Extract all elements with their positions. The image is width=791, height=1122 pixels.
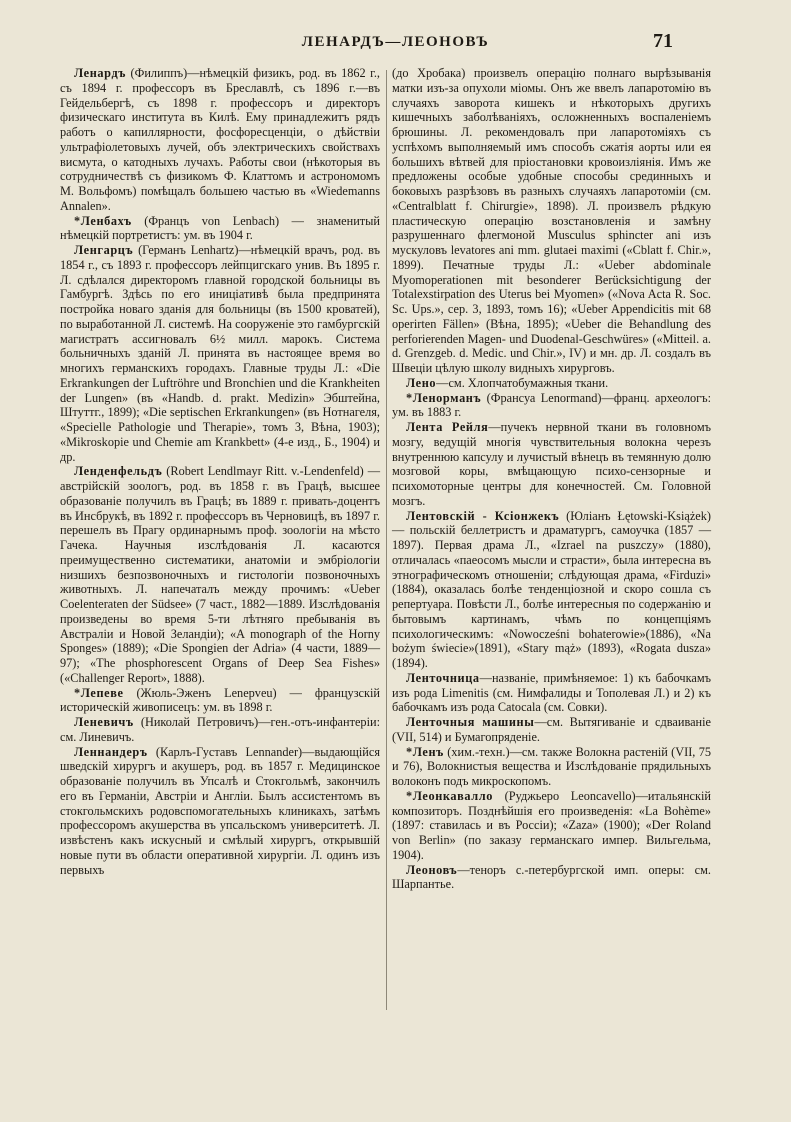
dictionary-entry [392,420,711,509]
entry-text: (Юліанъ Łętowski-Książek) — польскій беллетристъ и драматургъ, самоучка (1857 — 1897). Первая драма Л., «Izrael na puszczy» (1880), отличалась «паеосомъ мысли и страсти», была интересна въ этнографическомъ отношеніи; слѣдующая драма, «Firduzi» (1884), оказалась болѣе тенденціозной и скоро сошла съ репертуара. Повѣсти Л., болѣе интересныя по содержанію и бытовымъ картинамъ, чѣмъ по концепціямъ психологическимъ: «Nowocześni bohaterowie»(1886), «Na bożym świecie»(1891), «Stary mąż» (1893), «Rogata dusza» (1894). [392,508,712,670]
dictionary-entry [392,391,711,421]
entry-text: —теноръ с.-петербургской имп. оперы: см. Шарпантье. [392,862,711,892]
entry-text: —см. Хлопчатобумажныя ткани. [436,375,609,390]
dictionary-entry [392,789,711,863]
dictionary-entry [392,863,711,893]
entry-headword: Леоновъ [406,862,458,877]
dictionary-entry [392,671,711,715]
dictionary-entry [392,509,711,671]
left-column [60,66,380,877]
running-head: ЛЕНАРДЪ—ЛЕОНОВЪ [301,34,490,50]
dictionary-entry [392,715,711,745]
dictionary-entry [60,686,380,716]
entry-headword: *Леонкавалло [406,788,494,803]
entry-headword: Лено [406,375,437,390]
dictionary-entry [60,243,380,464]
entry-text: —названіе, примѣняемое: 1) къ бабочкамъ изъ рода Limenitis (см. Нимфалиды и Тополевая Л.) и 2) къ бабочкамъ изъ рода Catocala (см. Совки). [392,670,711,715]
entry-headword: Леннандеръ [74,744,148,759]
entry-headword: Лента Рейля [406,420,489,434]
entry-text: (до Хробака) произвелъ операцію полнаго вырѣзыванія матки изъ-за опухоли міомы. Онъ же ввелъ лапаротомію въ случаяхъ заворота кишекъ и нѣкоторыхъ другихъ кишечныхъ заболѣваніяхъ, осложненныхъ воспаленіемъ брюшины. Л. рекомендовалъ при лапаротоміяхъ съ успѣхомъ выполняемый имъ способъ сжатія аорты или ея большихъ вѣтвей для пріостановки кровоизліянія. Имъ же предложены особые удобные способы срединныхъ и боковыхъ разрѣзовъ въ разныхъ случаяхъ лапаротоміи (см. «Centralblatt f. Chirurgie», 1898). Л. произвелъ рѣдкую пластическую операцію возстановленія и замѣну разрушеннаго флегмоной Musculus sphincter ani изъ мускуловъ levatores ani mm. glutaei maximi («Cblatt f. Chir.», 1899). Печатные труды Л.: «Ueber abdominale Myomoperationen mit besonderer Berücksichtigung der Totalexstirpation des Uterus bei Myomen» («Nova Acta R. Soc. Sc. Ups.», сер. 3, 1893, томъ 16); «Ueber Appendicitis mit 68 operirten Fällen» (Вѣна, 1895); «Ueber die Behandlung des perforierenden Magen- und Duodenal-Geschwüres» («Mitteil. a. d. Grenzgeb. d. Medic. und Chir.», IV) и мн. др. Л. создалъ въ Швеціи цѣлую школу видныхъ хирурговъ. [392,66,711,375]
entry-headword: Ленточница [406,670,480,685]
entry-text: (Руджьеро Leoncavello)—итальянскій композиторъ. Позднѣйшія его произведенія: «La Bohème» (1897: ставилась и въ Россіи); «Zaza» (1900); «Der Roland von Berlin» (по заказу германскаго импер. Вильгельма, 1904). [392,788,711,862]
entry-headword: Ленточныя машины [406,715,535,729]
entry-text: (хим.-техн.)—см. также Волокна растеній (VII, 75 и 76), Волокнистыя вещества и Изслѣдованіе прядильныхъ волоконъ подъ микроскопомъ. [392,744,711,788]
dictionary-entry [60,745,380,878]
entry-headword: Леневичъ [74,715,134,729]
entry-text: (Филиппъ)—нѣмецкій физикъ, род. въ 1862 г., съ 1894 г. профессоръ въ Бреславлѣ, съ 1896 г.—въ Гейдельбергѣ, съ 1898 г. профессоръ и директоръ физическаго института въ Килѣ. Ему принадлежитъ рядъ работъ о капиллярности, фосфоресценціи, о дѣйствіи ультрафіолетовыхъ лучей, объ электрическихъ свойствахъ висмута, о катодныхъ лучахъ. Работы свои (нѣкоторыя въ сотрудничествѣ съ физикомъ Ф. Клаттомъ и астрономомъ М. Вольфомъ) помѣщалъ большею частью въ «Wiedemanns Annalen». [60,66,380,213]
entry-text: —см. Вытягиваніе и сдваиваніе (VII, 514) и Бумагопряденіе. [392,715,711,744]
dictionary-entry [392,66,711,376]
right-column [392,66,711,892]
dictionary-entry [60,715,380,745]
entry-text: (Францъ von Lenbach) — знаменитый нѣмецкій портретистъ: ум. въ 1904 г. [60,213,380,243]
dictionary-entry [392,745,711,789]
dictionary-entry [392,376,711,391]
entry-text: (Франсуа Lenormand)—франц. археологъ: ум. въ 1883 г. [392,390,711,420]
entry-headword: *Лепевe [74,685,124,700]
entry-headword: Ленардъ [74,66,127,80]
entry-text: (Германъ Lenhartz)—нѣмецкій врачъ, род. въ 1854 г., съ 1893 г. профессоръ лейпцигскаго унив. Въ 1895 г. Л. сдѣлался директоромъ главной городской больницы въ Гамбургѣ. Здѣсь по его иниціативѣ была предпринята постройка новаго зданія для больницы (въ 1500 кроватей), по выработанной Л. системѣ. На сооруженіе это гамбургскій магистратъ ассигновалъ 6½ милл. марокъ. Система больничныхъ зданій Л. принята въ настоящее время во многихъ германскихъ городахъ. Главные труды Л.: «Die Erkrankungen der Luftröhre und Bronchien und die Krankheiten der Lungen» (въ «Handb. d. prakt. Medizin» Эбштейна, Штуттг., 1899); «Die septischen Erkrankungen» (въ Нотнагеля, «Specielle Pathologie und Therapie», томъ 3, Вѣна, 1903); «Mikroskopie und Chemie am Krankbett» (4-е изд., Б., 1904) и др. [60,243,380,464]
entry-text: (Жюль-Эженъ Lenepveu) — французскій историческій живописецъ: ум. въ 1898 г. [60,685,380,715]
dictionary-entry [60,464,380,685]
entry-text: (Николай Петровичъ)—ген.-отъ-инфантеріи: см. Линевичъ. [60,715,380,744]
entry-text: (Карлъ-Густавъ Lennander)—выдающійся шведскій хирургъ и акушеръ, род. въ 1857 г. Медицинское образованіе получилъ въ Упсалѣ и Стокгольмѣ, закончилъ его въ Германіи, Австріи и Англіи. Былъ ассистентомъ въ стокгольмскихъ родовспомогательныхъ клиникахъ, затѣмъ профессоромъ акушерства въ упсальскомъ университетѣ. Л. извѣстенъ какъ искусный и смѣлый хирургъ, открывшій новые пути въ области оперативной хирургіи. Л. одинъ изъ первыхъ [60,744,380,877]
page-number: 71 [653,30,673,52]
entry-headword: *Ленъ [406,744,444,759]
entry-headword: Ленгарцъ [74,243,134,257]
entry-headword: *Ленбахъ [74,213,132,228]
column-divider [386,70,387,1010]
entry-headword: *Ленорманъ [406,390,482,405]
entry-headword: Ленденфельдъ [74,464,163,479]
entry-headword: Лентовскій - Ксіонжекъ [406,508,560,523]
entry-text: —пучекъ нервной ткани въ головномъ мозгу, ведущій многія чувствительныя волокна черезъ внутреннюю капсулу и лучистый вѣнецъ въ темянную долю мозговой коры, вмѣщающую психо-сензорные и психомоторные центры для конечностей. См. Головной мозгъ. [392,420,711,508]
entry-text: (Robert Lendlmayr Ritt. v.-Lendenfeld) — австрійскій зоологъ, род. въ 1858 г. въ Грацѣ, высшее образованіе получилъ въ Грацѣ; въ 1889 г. привать-доцентъ въ Инсбрукѣ, въ 1892 г. профессоръ въ Черновицѣ, въ 1897 г. перешелъ въ Прагу ординарнымъ проф. зоологіи на мѣсто Гачека. Научныя изслѣдованія Л. касаются преимущественно систематики, анатоміи и эмбріологіи низшихъ безпозвоночныхъ и гистологіи позвоночныхъ животныхъ. Л. напечаталъ между прочимъ: «Ueber Coelenteraten der Südsee» (7 част., 1882—1889. Изслѣдованія произведены во время 5-ти лѣтняго пребыванія въ Австраліи и Новой Зеландіи); «A monograph of the Horny Sponges» (1889); «Die Spongien der Adria» (4 части, 1889—97); «The phosphorescent Organs of Deep Sea Fishes» («Challenger Report», 1888). [60,464,380,685]
dictionary-entry [60,214,380,244]
dictionary-entry [60,66,380,214]
